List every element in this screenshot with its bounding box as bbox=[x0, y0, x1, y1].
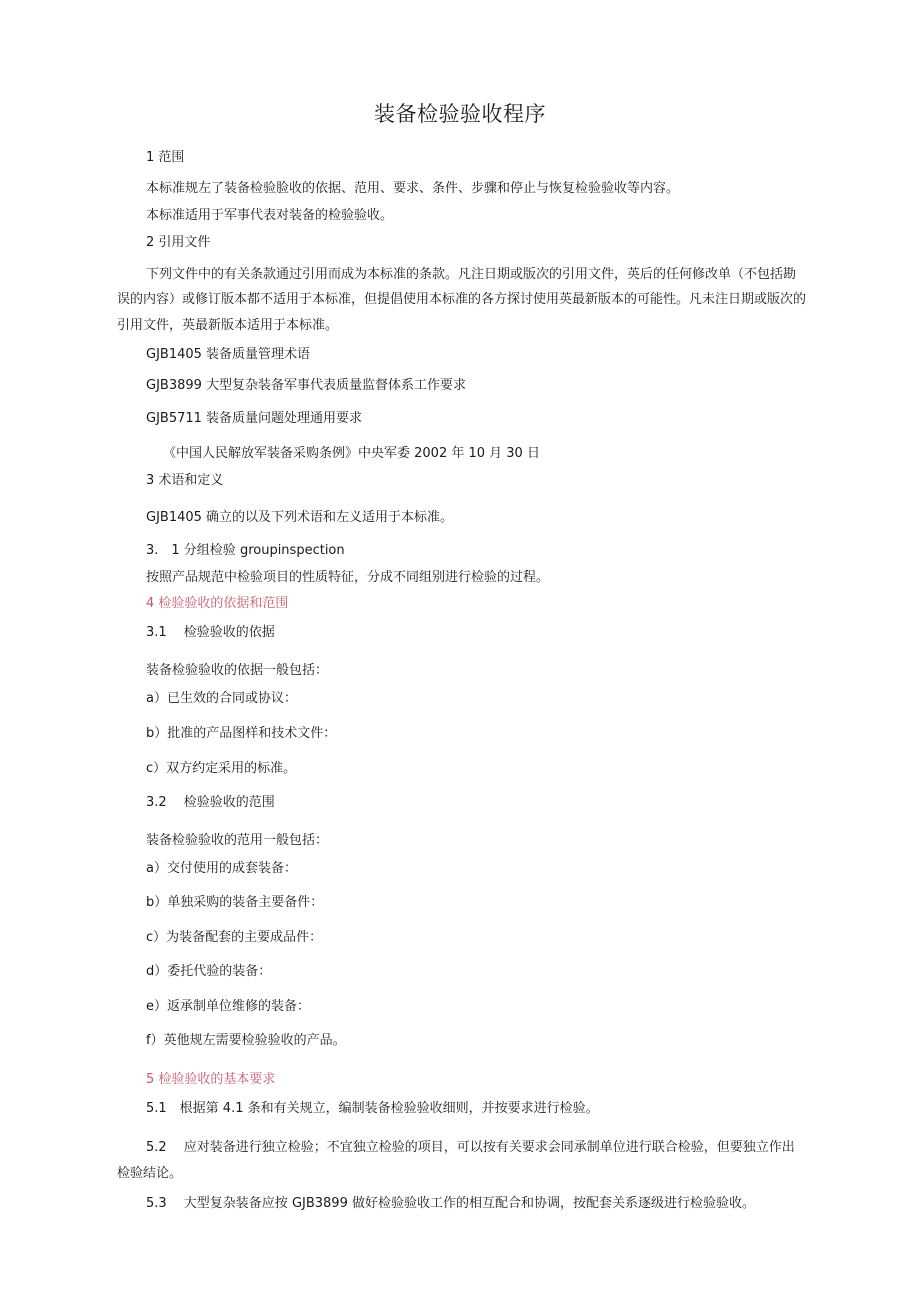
requirement-5-1: 5.1 根据第 4.1 条和有关规立，编制装备检验验收细则，并按要求进行检验。 bbox=[146, 1101, 599, 1116]
section-4-heading: 4 检验验收的依据和范围 bbox=[146, 596, 289, 611]
term-definition: 按照产品规范中检验项目的性质特征，分成不同组别进行检验的过程。 bbox=[146, 570, 550, 585]
list-item: a）已生效的合同或协议： bbox=[146, 691, 297, 706]
section-2-intro-line-2: 误的内容）或修订版本都不适用于本标准，但提倡使用本标准的各方探讨使用英最新版本的可能性。凡未注日期或版次的 bbox=[117, 292, 807, 307]
reference-item: GJB3899 大型复杂装备军事代表质量监督体系工作要求 bbox=[146, 378, 467, 393]
section-5-heading: 5 检验验收的基本要求 bbox=[146, 1072, 276, 1087]
list-item: b）单独采购的装备主要备件： bbox=[146, 895, 324, 910]
list-item: c）双方约定采用的标准。 bbox=[146, 761, 297, 776]
requirement-5-2-line-2: 检验结论。 bbox=[117, 1166, 183, 1181]
section-2-intro-line-3: 引用文件，英最新版本适用于本标准。 bbox=[117, 318, 339, 333]
list-item: d）委托代验的装备： bbox=[146, 964, 272, 979]
subsection-4-2-intro: 装备检验验收的范用一般包括： bbox=[146, 833, 329, 848]
list-item: e）返承制单位维修的装备： bbox=[146, 999, 310, 1014]
requirement-5-3: 5.3 大型复杂装备应按 GJB3899 做好检验验收工作的相互配合和协调，按配套关系逐级进行检验验收。 bbox=[146, 1196, 755, 1211]
requirement-5-2-line-1: 5.2 应对装备进行独立检验；不宜独立检验的项目，可以按有关要求会同承制单位进行联合检验，但要独立作出 bbox=[146, 1140, 795, 1155]
term-entry: 3. 1 分组检验 groupinspection bbox=[146, 543, 345, 558]
subsection-4-1-heading: 3.1 检验验收的依据 bbox=[146, 625, 275, 640]
reference-item: GJB1405 装备质量管理术语 bbox=[146, 347, 311, 362]
section-3-heading: 3 术语和定义 bbox=[146, 473, 224, 488]
subsection-4-1-intro: 装备检验验收的依据一般包括： bbox=[146, 663, 329, 678]
reference-item: GJB5711 装备质量问题处理通用要求 bbox=[146, 411, 363, 426]
section-3-paragraph: GJB1405 确立的以及下列术语和左义适用于本标准。 bbox=[146, 510, 454, 525]
section-2-intro-line-1: 下列文件中的有关条款通过引用而成为本标准的条款。凡注日期或版次的引用文件，英后的任何修改单（不包括勘 bbox=[146, 267, 797, 282]
list-item: c）为装备配套的主要成品件： bbox=[146, 930, 323, 945]
reference-item: 《中国人民解放军装备采购条例》中央军委 2002 年 10 月 30 日 bbox=[163, 446, 540, 461]
section-1-paragraph-1: 本标准规左了装备检验脸收的依据、范用、要求、条件、步骤和停止与恢复检验验收等内容。 bbox=[146, 181, 680, 196]
document-title: 装备检验验收程序 bbox=[374, 102, 546, 126]
section-2-heading: 2 引用文件 bbox=[146, 235, 211, 250]
list-item: f）英他规左需要检验验收的产品。 bbox=[146, 1033, 346, 1048]
section-1-paragraph-2: 本标准适用于军事代表对装备的检验验收。 bbox=[146, 208, 394, 223]
list-item: a）交付使用的成套装备： bbox=[146, 861, 297, 876]
section-1-heading: 1 范围 bbox=[146, 150, 185, 165]
subsection-4-2-heading: 3.2 检验验收的范围 bbox=[146, 795, 275, 810]
list-item: b）批准的产品图样和技术文件： bbox=[146, 726, 337, 741]
